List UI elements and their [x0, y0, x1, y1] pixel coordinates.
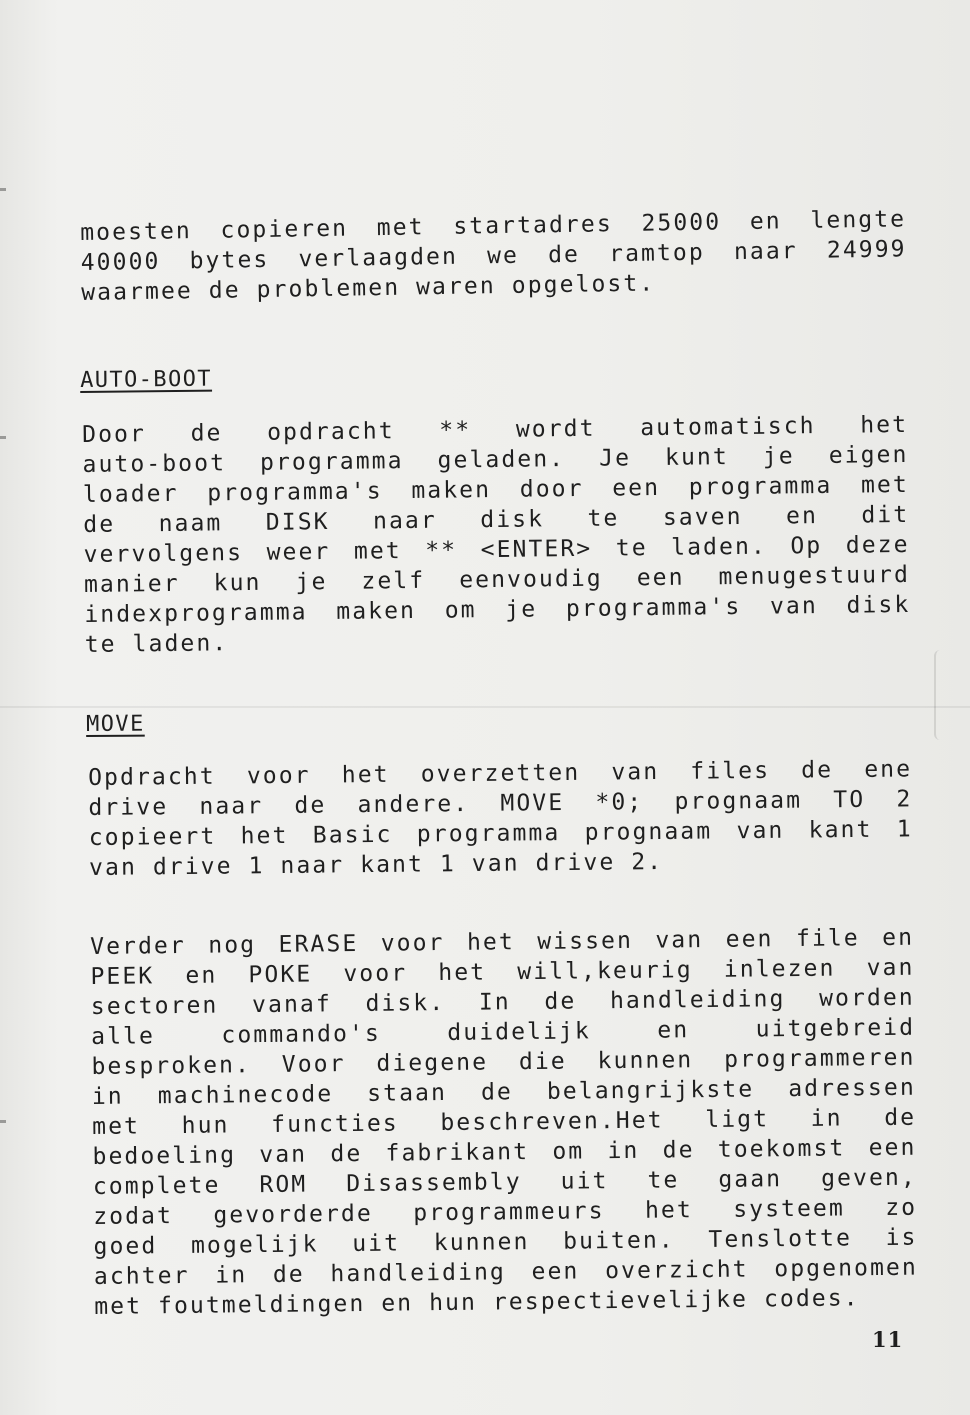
- text-line: te laden.: [84, 630, 229, 658]
- text-line: bedoeling van de fabrikant om in de toekomst een: [92, 1134, 917, 1170]
- text-line: copieert het Basic programma prognaam van kant 1: [88, 816, 913, 851]
- text-line: de naam DISK naar disk te saven en dit: [83, 501, 910, 538]
- page-number: 11: [872, 1327, 904, 1352]
- edge-mark: [0, 436, 6, 439]
- text-line: alle commando's duidelijk en uitgebreid: [91, 1014, 916, 1050]
- fold-line: [0, 706, 970, 708]
- verder-paragraph: [90, 923, 918, 1322]
- text-line: waarmee de problemen waren opgelost.: [81, 270, 656, 306]
- section-heading-move: MOVE: [86, 711, 145, 737]
- text-line: achter in de handleiding een overzicht opgenomen: [93, 1254, 919, 1290]
- autoboot-paragraph: [82, 410, 911, 660]
- text-line: complete ROM Disassembly uit te gaan geven,: [92, 1164, 917, 1200]
- text-line: drive naar de andere. MOVE *0; prognaam TO 2: [88, 786, 913, 821]
- intro-paragraph: [80, 204, 907, 308]
- text-line: Door de opdracht ** wordt automatisch het: [82, 411, 909, 448]
- text-line: PEEK en POKE voor het will,keurig inlezen van: [90, 954, 915, 990]
- section-heading-autoboot: AUTO-BOOT: [80, 366, 213, 393]
- text-line: sectoren vanaf disk. In de handleiding worden: [90, 984, 915, 1020]
- edge-mark: [0, 1120, 6, 1123]
- text-line: auto-boot programma geladen. Je kunt je eigen: [82, 441, 909, 478]
- text-line: loader programma's maken door een programma met: [82, 471, 910, 508]
- text-line: Verder nog ERASE voor het wissen van een file en: [90, 924, 915, 960]
- text-line: met hun functies beschreven.Het ligt in de: [92, 1104, 917, 1140]
- text-line: manier kun je zelf eenvoudig een menugestuurd: [83, 561, 911, 598]
- text-line: Opdracht voor het overzetten van files de ene: [88, 756, 913, 791]
- text-line: in machinecode staan de belangrijkste adressen: [91, 1074, 916, 1110]
- edge-mark: [0, 188, 6, 191]
- text-line: goed mogelijk uit kunnen buiten. Tenslotte is: [93, 1224, 918, 1260]
- text-line: besproken. Voor diegene die kunnen programmeren: [91, 1044, 916, 1080]
- move-paragraph: [88, 754, 913, 883]
- text-line: zodat gevorderde programmeurs het systeem zo: [93, 1194, 918, 1230]
- text-line: vervolgens weer met ** <ENTER> te laden. Op deze: [83, 531, 910, 568]
- text-line: met foutmeldingen en hun respectievelijke codes.: [94, 1285, 860, 1320]
- text-line: moesten copieren met startadres 25000 en lengte: [80, 206, 907, 246]
- text-line: 40000 bytes verlaagden we de ramtop naar 24999: [80, 236, 907, 276]
- text-line: indexprogramma maken om je programma's van disk: [84, 591, 911, 628]
- text-line: van drive 1 naar kant 1 van drive 2.: [88, 848, 664, 881]
- bleed-through-mark: [934, 650, 952, 740]
